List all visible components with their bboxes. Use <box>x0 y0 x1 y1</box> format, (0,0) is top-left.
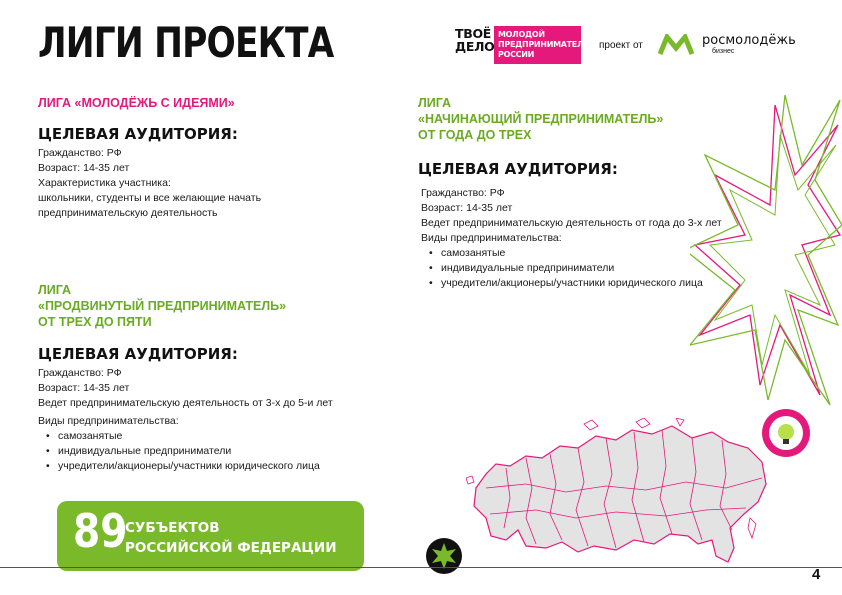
rosmolodezh-sub: бизнес <box>712 48 735 55</box>
detail-line: Возраст: 14-35 лет <box>38 382 130 394</box>
bullet-item: • учредители/акционеры/участники юридического лица <box>46 460 320 472</box>
detail-line: предпринимательскую деятельность <box>38 207 218 219</box>
logo-pink-line: МОЛОДОЙ <box>498 30 545 39</box>
detail-line: школьники, студенты и все желающие начать <box>38 192 262 204</box>
league1-audience-title: ЦЕЛЕВАЯ АУДИТОРИЯ: <box>38 125 238 143</box>
stat-label <box>125 518 337 558</box>
league3-title <box>38 282 286 330</box>
bullet-text: самозанятые <box>58 430 123 442</box>
logo-tvoe-line2: ДЕЛО <box>455 39 495 54</box>
page-number: 4 <box>812 566 821 583</box>
page-title: ЛИГИ ПРОЕКТА <box>38 18 334 67</box>
detail-line: Характеристика участника: <box>38 177 171 189</box>
league2-title-line: ОТ ГОДА ДО ТРЕХ <box>418 128 532 142</box>
footer-divider <box>0 567 842 568</box>
logo-pink-line: РОССИИ <box>498 50 534 59</box>
detail-line: Виды предпринимательства: <box>421 232 562 244</box>
league2-title <box>418 95 663 143</box>
young-entrepreneur-logo <box>494 26 590 64</box>
league1-title: ЛИГА «МОЛОДЁЖЬ С ИДЕЯМИ» <box>38 96 235 110</box>
detail-line: Гражданство: РФ <box>421 187 505 199</box>
logo-pink-line: ПРЕДПРИНИМАТЕЛЬ <box>498 40 590 49</box>
stat-number: 89 <box>73 504 128 558</box>
sticker-badge-icon <box>761 408 811 458</box>
bullet-text: учредители/акционеры/участники юридического лица <box>441 277 703 289</box>
bullet-item: • самозанятые <box>429 247 506 259</box>
detail-line: Возраст: 14-35 лет <box>421 202 513 214</box>
bullet-item: • индивидуальные предприниматели <box>46 445 232 457</box>
league3-title-line: ОТ ТРЕХ ДО ПЯТИ <box>38 315 152 329</box>
detail-line: Ведет предпринимательскую деятельность от года до 3-х лет <box>421 217 722 229</box>
league2-title-line: ЛИГА <box>418 96 452 110</box>
bullet-text: индивидуальные предприниматели <box>58 445 232 457</box>
league2-title-line: «НАЧИНАЮЩИЙ ПРЕДПРИНИМАТЕЛЬ» <box>418 112 664 126</box>
logo-tvoe-line1: ТВОЁ <box>455 26 492 41</box>
detail-line: Гражданство: РФ <box>38 367 122 379</box>
project-of-label: проект от <box>599 40 643 51</box>
russia-map <box>466 418 768 566</box>
stat-label-line2: РОССИЙСКОЙ ФЕДЕРАЦИИ <box>125 540 337 556</box>
bullet-text: индивидуальные предприниматели <box>441 262 615 274</box>
detail-line: Возраст: 14-35 лет <box>38 162 130 174</box>
rosmolodezh-m-icon <box>657 34 695 56</box>
bullet-text: самозанятые <box>441 247 506 259</box>
league2-audience-title: ЦЕЛЕВАЯ АУДИТОРИЯ: <box>418 160 618 178</box>
bullet-text: учредители/акционеры/участники юридического лица <box>58 460 320 472</box>
league3-title-line: «ПРОДВИНУТЫЙ ПРЕДПРИНИМАТЕЛЬ» <box>38 299 287 313</box>
league1-details <box>38 146 261 221</box>
rosmolodezh-name: росмолодёжь <box>702 33 796 48</box>
detail-line: Виды предпринимательства: <box>38 415 179 427</box>
detail-line: Гражданство: РФ <box>38 147 122 159</box>
stat-label-line1: СУБЪЕКТОВ <box>125 520 220 536</box>
tvoe-delo-logo <box>455 27 494 53</box>
detail-line: Ведет предпринимательскую деятельность от 3-х до 5-и лет <box>38 397 333 409</box>
league3-audience-title: ЦЕЛЕВАЯ АУДИТОРИЯ: <box>38 345 238 363</box>
bullet-item: • самозанятые <box>46 430 123 442</box>
bullet-item: • учредители/акционеры/участники юридического лица <box>429 277 703 289</box>
league3-details <box>38 366 333 474</box>
sticker-green-icon <box>425 537 463 575</box>
league3-title-line: ЛИГА <box>38 283 72 297</box>
league2-details <box>421 186 722 291</box>
bullet-item: • индивидуальные предприниматели <box>429 262 615 274</box>
